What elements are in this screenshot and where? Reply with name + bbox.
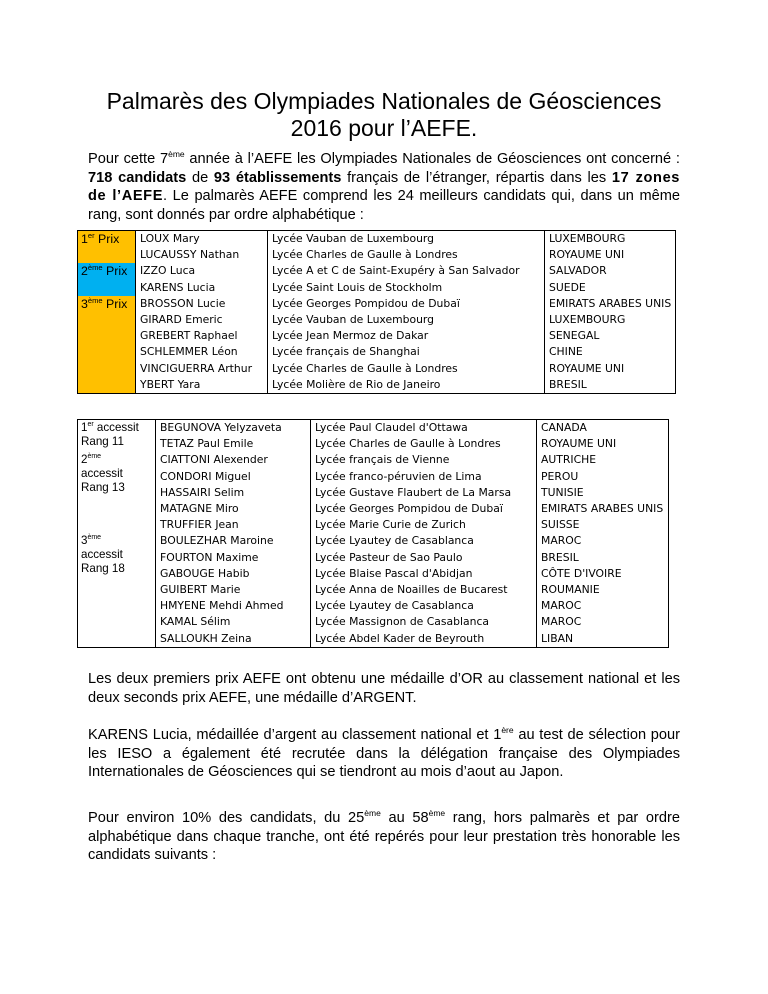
table-cell-name: FOURTON Maxime — [160, 550, 259, 564]
medals-paragraph: Les deux premiers prix AEFE ont obtenu une médaille d’OR au classement national et les deux seconds prix AEFE, une médaille d’ARGENT. — [88, 671, 680, 706]
prize-band — [78, 263, 135, 295]
p3-text: au test de sélection pour les IESO a également été recrutée dans la délégation française des Olympiades Internationales de Géosciences qui se tiendront au mois d’aout au Japon. — [88, 727, 680, 780]
table-cell-country: SALVADOR — [549, 264, 607, 278]
table-cell-country: LIBAN — [541, 631, 574, 645]
table-cell-name: CONDORI Miguel — [160, 469, 251, 483]
table-cell-name: HMYENE Mehdi Ahmed — [160, 599, 284, 613]
table-cell-name: MATAGNE Miro — [160, 502, 239, 516]
prize-label-column — [78, 231, 136, 394]
accessit-rank: Rang 11 — [81, 435, 124, 448]
table-cell-school: Lycée Jean Mermoz de Dakar — [272, 329, 429, 343]
table-cell-country: MAROC — [541, 599, 582, 613]
table-cell-country: BRESIL — [541, 550, 579, 564]
accessit-number: 1 — [81, 421, 88, 434]
table-cell-school: Lycée français de Shanghai — [272, 345, 420, 359]
table-cell-school: Lycée Lyautey de Casablanca — [315, 534, 474, 548]
title-line-1: Palmarès des Olympiades Nationales de Géosciences — [106, 88, 662, 114]
prize-band — [78, 296, 135, 393]
table-cell-country: PEROU — [541, 469, 579, 483]
table-cell-country: AUTRICHE — [541, 453, 597, 467]
table-cell-school: Lycée Vauban de Luxembourg — [272, 313, 435, 327]
prize-label — [81, 232, 119, 246]
p4-text: au 58 — [380, 810, 429, 826]
prize-sup: ème — [87, 295, 103, 305]
accessit-sup: ème — [87, 534, 102, 542]
accessit-label — [78, 533, 155, 646]
p4-sup: ème — [364, 808, 381, 818]
table-cell-name: YBERT Yara — [140, 377, 201, 391]
p3-text: KARENS Lucia, médaillée d’argent au classement national et 1 — [88, 727, 502, 743]
p4-text: rang, hors palmarès et par ordre alphabétique dans chaque tranche, ont été repérés pour leur prestation très honorable les candidats suivants : — [88, 810, 681, 863]
accessit-word: accessit — [96, 421, 139, 434]
accessit-rank: Rang 18 — [81, 562, 125, 576]
table-cell-country: LUXEMBOURG — [549, 313, 626, 327]
table-cell-school: Lycée franco-péruvien de Lima — [315, 469, 482, 483]
table-cell-school: Lycée Charles de Gaulle à Londres — [272, 361, 458, 375]
accessit-sup: ème — [87, 453, 102, 461]
countries-column — [537, 420, 669, 648]
table-cell-country: TUNISIE — [541, 485, 584, 499]
table-cell-name: HASSAIRI Selim — [160, 485, 245, 499]
accessit-title — [81, 453, 152, 467]
accessit-table — [77, 419, 669, 648]
prize-band — [78, 231, 135, 263]
table-cell-school: Lycée Gustave Flaubert de La Marsa — [315, 485, 512, 499]
prize-number: 2 — [81, 264, 88, 279]
intro-text: . Le palmarès AEFE comprend les 24 meilleurs candidats qui, dans un même rang, sont donnés par ordre alphabétique : — [88, 188, 680, 223]
table-cell-name: GREBERT Raphael — [140, 329, 238, 343]
table-cell-school: Lycée Vauban de Luxembourg — [272, 232, 435, 245]
accessit-title — [81, 421, 152, 435]
intro-text: année à l’AEFE les Olympiades Nationales de Géosciences ont concerné : — [184, 151, 680, 167]
intro-bold: 718 candidats — [88, 169, 187, 186]
prize-number: 3 — [81, 296, 88, 311]
prize-sup: er — [87, 231, 95, 240]
prize-label — [81, 264, 127, 278]
prize-number: 1 — [81, 232, 88, 246]
table-cell-name: LUCAUSSY Nathan — [140, 248, 240, 262]
schools-column — [311, 420, 537, 648]
accessit-label — [78, 420, 155, 452]
table-cell-school: Lycée Lyautey de Casablanca — [315, 599, 474, 613]
table-cell-school: Lycée Charles de Gaulle à Londres — [315, 437, 501, 451]
table-cell-school: Lycée Molière de Rio de Janeiro — [272, 377, 441, 391]
title-line-2: 2016 pour l’AEFE. — [290, 115, 478, 141]
table-cell-country: ROYAUME UNI — [549, 248, 625, 262]
table-cell-name: BROSSON Lucie — [140, 296, 226, 310]
accessit-word: accessit — [81, 548, 123, 562]
table-cell-name: BEGUNOVA Yelyzaveta — [160, 421, 282, 434]
table-cell-name: SCHLEMMER Léon — [140, 345, 238, 359]
table-cell-name: BOULEZHAR Maroine — [160, 534, 274, 548]
page-title — [0, 88, 768, 142]
accessit-number: 3 — [81, 534, 88, 548]
honorable-paragraph — [88, 809, 680, 865]
intro-paragraph — [88, 150, 680, 224]
table-cell-school: Lycée français de Vienne — [315, 453, 450, 467]
table-cell-country: ROYAUME UNI — [549, 361, 625, 375]
table-cell-school: Lycée Georges Pompidou de Dubaï — [315, 502, 503, 516]
intro-bold: 93 établissements — [213, 169, 342, 186]
prize-table — [77, 230, 676, 394]
karens-paragraph — [88, 726, 680, 782]
names-column — [136, 231, 268, 394]
table-cell-country: SUEDE — [549, 280, 586, 294]
accessit-word: accessit — [81, 467, 123, 481]
prize-word: Prix — [105, 264, 128, 279]
table-cell-country: CHINE — [549, 345, 583, 359]
table-cell-country: MAROC — [541, 615, 582, 629]
p3-sup: ère — [501, 725, 514, 735]
prize-sup: ème — [87, 263, 103, 273]
table-cell-name: GABOUGE Habib — [160, 566, 250, 580]
table-cell-school: Lycée Pasteur de Sao Paulo — [315, 550, 463, 564]
table-cell-school: Lycée Anna de Noailles de Bucarest — [315, 583, 508, 597]
table-cell-name: SALLOUKH Zeina — [160, 631, 252, 645]
intro-bold: 17 zones de l’AEFE — [88, 169, 680, 204]
table-cell-name: KAMAL Sélim — [160, 615, 231, 629]
table-cell-school: Lycée A et C de Saint-Exupéry à San Salvador — [272, 264, 520, 278]
prize-word: Prix — [105, 296, 128, 311]
table-cell-country: CANADA — [541, 421, 587, 434]
p4-text: Pour environ 10% des candidats, du 25 — [88, 810, 365, 826]
table-cell-name: LOUX Mary — [140, 232, 200, 245]
p4-sup: ème — [428, 808, 446, 818]
table-cell-school: Lycée Saint Louis de Stockholm — [272, 280, 443, 294]
table-cell-country: ROYAUME UNI — [541, 437, 617, 451]
table-cell-country: BRESIL — [549, 377, 587, 391]
table-cell-school: Lycée Blaise Pascal d'Abidjan — [315, 566, 473, 580]
intro-sup: ème — [168, 149, 185, 159]
table-cell-name: GIRARD Emeric — [140, 313, 223, 327]
accessit-label-column — [78, 420, 156, 648]
prize-word: Prix — [98, 232, 120, 246]
prize-label — [81, 297, 127, 311]
table-cell-country: SENEGAL — [549, 329, 600, 343]
table-cell-name: TETAZ Paul Emile — [160, 437, 254, 451]
table-cell-school: Lycée Abdel Kader de Beyrouth — [315, 631, 485, 645]
intro-text: français de l’étranger, répartis dans les — [341, 169, 612, 186]
table-cell-name: CIATTONI Alexender — [160, 453, 268, 467]
table-cell-country: LUXEMBOURG — [549, 232, 626, 245]
table-cell-school: Lycée Massignon de Casablanca — [315, 615, 490, 629]
table-cell-name: KARENS Lucia — [140, 280, 216, 294]
table-cell-country: EMIRATS ARABES UNIS — [541, 502, 664, 516]
table-cell-country: EMIRATS ARABES UNIS — [549, 296, 672, 310]
accessit-sup: er — [87, 421, 94, 428]
intro-text: de — [186, 169, 214, 186]
table-cell-school: Lycée Charles de Gaulle à Londres — [272, 248, 458, 262]
table-cell-country: CÔTE D'IVOIRE — [541, 566, 622, 580]
intro-text: Pour cette 7 — [88, 151, 169, 167]
accessit-title — [81, 534, 152, 548]
table-cell-name: VINCIGUERRA Arthur — [140, 361, 253, 375]
countries-column — [545, 231, 676, 394]
schools-column — [268, 231, 545, 394]
accessit-number: 2 — [81, 453, 88, 467]
accessit-label — [78, 452, 155, 533]
table-cell-school: Lycée Paul Claudel d'Ottawa — [315, 421, 468, 434]
table-cell-school: Lycée Marie Curie de Zurich — [315, 518, 466, 532]
table-cell-name: GUIBERT Marie — [160, 583, 241, 597]
table-cell-country: ROUMANIE — [541, 583, 600, 597]
table-cell-country: SUISSE — [541, 518, 580, 532]
table-cell-name: IZZO Luca — [140, 264, 196, 278]
names-column — [156, 420, 311, 648]
table-cell-name: TRUFFIER Jean — [160, 518, 239, 532]
accessit-rank: Rang 13 — [81, 481, 125, 495]
table-cell-school: Lycée Georges Pompidou de Dubaï — [272, 296, 460, 310]
table-cell-country: MAROC — [541, 534, 582, 548]
